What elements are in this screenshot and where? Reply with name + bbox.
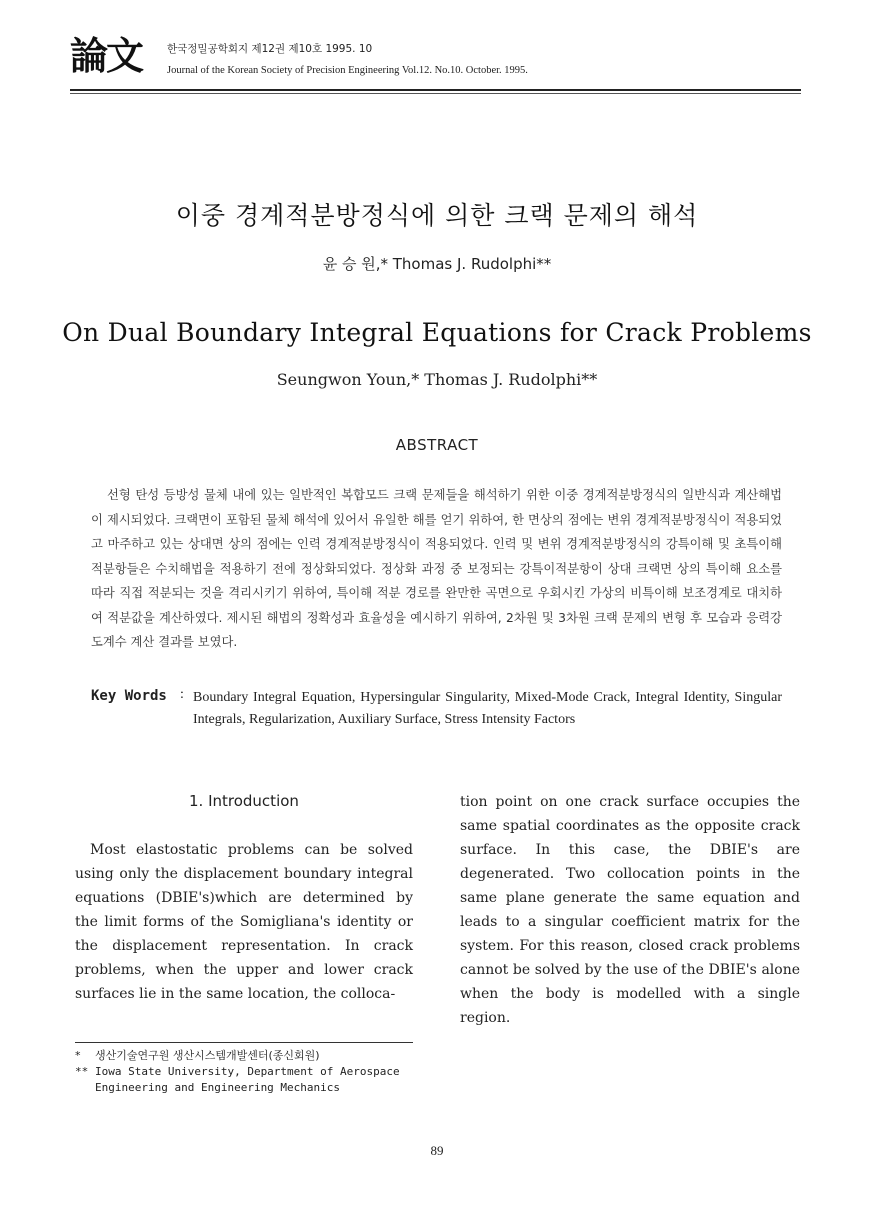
page-number: 89 — [430, 1143, 444, 1158]
header-rule — [70, 89, 801, 91]
header-rule-thin — [70, 93, 801, 94]
journal-citation-korean: 한국정밀공학회지 제12권 제10호 1995. 10 — [167, 43, 373, 55]
footnote-2-text: Iowa State University, Department of Aerospace Engineering and Engineering Mechanics — [95, 1065, 400, 1094]
footnote-1-mark: * — [75, 1049, 81, 1062]
footnote-1-text: 생산기술연구원 생산시스템개발센터(종신회원) — [95, 1049, 320, 1062]
intro-right-column: tion point on one crack surface occupies the same spatial coordinates as the opposite crack surface. In this case, the DBIE's are degenerated. Two collocation points in the same plane generate the same equation and leads to a singular coefficient matrix for the system. For this reason, closed crack problems cannot be solved by the use of the DBIE's alone when the body is modelled with a single region. — [460, 794, 800, 1026]
journal-logo: 論文 — [70, 33, 143, 78]
intro-left-column: Most elastostatic problems can be solved using only the displacement boundary integral equations (DBIE's)which are determined by the limit forms of the Somigliana's identity or the displacement representation. In crack problems, when the upper and lower crack surfaces lie in the same location, the colloca- — [75, 842, 413, 1002]
paper-title-english: On Dual Boundary Integral Equations for Crack Problems — [62, 318, 812, 347]
abstract-body: 선형 탄성 등방성 물체 내에 있는 일반적인 복합모드 크랙 문제들을 해석하기 위한 이중 경계적분방정식의 일반식과 계산해법이 제시되었다. 크랙면이 포함된 물체 해석에 있어서 유일한 해를 얻기 위하여, 한 면상의 점에는 변위 경계적분방정식이 적용되었고 마주하고 있는 상대면 상의 점에는 인력 경계적분방정식이 적용되었다. 인력 및 변위 경계적분방정식의 강특이해 및 초특이해 적분항들은 수치해법을 적용하기 전에 정상화되었다. 정상화 과정 중 보정되는 강특이적분항이 상대 크랙면 상의 특이해 요소를 따라 직접 적분되는 것을 격리시키기 위하여, 특이해 적분 경로를 완만한 곡면으로 우회시킨 가상의 비특이해 보조경계로 대치하여 적분값을 계산하였다. 제시된 해법의 정확성과 효율성을 예시하기 위하여, 2차원 및 3차원 크랙 문제의 변형 후 모습과 응력강도계수 계산 결과를 보였다. — [91, 488, 782, 649]
journal-citation-english: Journal of the Korean Society of Precision Engineering Vol.12. No.10. October. 1995. — [167, 65, 528, 76]
authors-korean: 윤 승 원,* Thomas J. Rudolphi** — [322, 255, 552, 273]
keywords-label: Key Words — [91, 688, 167, 704]
paper-title-korean: 이중 경계적분방정식에 의한 크랙 문제의 해석 — [175, 201, 699, 230]
keywords-colon: : — [180, 687, 184, 702]
section-heading: 1. Introduction — [189, 792, 299, 810]
keywords-list: Boundary Integral Equation, Hypersingular Singularity, Mixed-Mode Crack, Integral Identity, Singular Integrals, Regularization, Auxiliary Surface, Stress Intensity Factors — [193, 690, 782, 727]
footnote-2 — [75, 1064, 415, 1096]
authors-english: Seungwon Youn,* Thomas J. Rudolphi** — [276, 370, 598, 389]
abstract-heading: ABSTRACT — [395, 436, 479, 454]
footnote-1 — [75, 1048, 320, 1064]
footnote-2-mark: ** — [75, 1065, 89, 1078]
footnote-rule — [75, 1042, 413, 1043]
